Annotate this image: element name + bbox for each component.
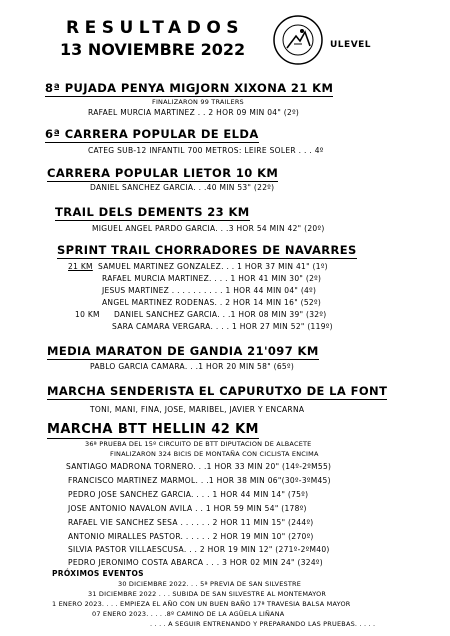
event-title: 8ª PUJADA PENYA MIGJORN XIXONA 21 KM (45, 81, 334, 95)
distance-label: 21 KM (68, 262, 93, 271)
result-line: MIGUEL ANGEL PARDO GARCIA. . .3 HOR 54 MIN 42" (20º) (92, 224, 325, 233)
result-line: CATEG SUB-12 INFANTIL 700 METROS: LEIRE SOLER . . . 4º (88, 146, 324, 155)
event-title: MARCHA SENDERISTA EL CAPURUTXO DE LA FONT (47, 384, 388, 398)
result-line: RAFAEL MURCIA MARTINEZ. . . . 1 HOR 41 MIN 30" (2º) (102, 274, 322, 283)
event-note: FINALIZARON 99 TRAILERS (152, 98, 244, 106)
result-line: ANGEL MARTINEZ RODENAS. . 2 HOR 14 MIN 16" (52º) (102, 298, 322, 307)
result-line: SARA CAMARA VERGARA. . . . 1 HOR 27 MIN 52" (119º) (112, 322, 333, 331)
result-line: SAMUEL MARTINEZ GONZALEZ. . . 1 HOR 37 MIN 41" (1º) (98, 262, 328, 271)
club-logo (272, 14, 324, 66)
upcoming-title: PRÓXIMOS EVENTOS (52, 569, 144, 578)
result-line: SANTIAGO MADRONA TORNERO. . .1 HOR 33 MIN 20" (14º-2ºM55) (66, 462, 332, 471)
result-line: ANTONIO MIRALLES PASTOR. . . . . . 2 HOR 19 MIN 10" (270º) (68, 532, 314, 541)
result-line: JESUS MARTINEZ . . . . . . . . . . 1 HOR 44 MIN 04" (4º) (102, 286, 317, 295)
result-line: FRANCISCO MARTINEZ MARMOL. . .1 HOR 38 MIN 06"(30º-3ºM45) (68, 476, 331, 485)
result-line: DANIEL SANCHEZ GARCIA. . .1 HOR 08 MIN 39" (32º) (114, 310, 327, 319)
event-title: MEDIA MARATON DE GANDIA 21'097 KM (47, 344, 319, 358)
result-line: PABLO GARCIA CAMARA. . .1 HOR 20 MIN 58" (65º) (90, 362, 295, 371)
event-title: SPRINT TRAIL CHORRADORES DE NAVARRES (57, 243, 357, 257)
upcoming-item: 1 ENERO 2023. . . . EMPIEZA EL AÑO CON UN BUEN BAÑO 17ª TRAVESIA BALSA MAYOR (52, 600, 351, 608)
upcoming-item: 07 ENERO 2023. . . . .8º CAMINO DE LA AGÜELA LIÑANA (92, 610, 285, 618)
upcoming-item: . . . . A SEGUIR ENTRENANDO Y PREPARANDO LAS PRUEBAS. . . . . (150, 620, 376, 628)
result-line: PEDRO JOSE SANCHEZ GARCIA. . . . 1 HOR 44 MIN 14" (75º) (68, 490, 309, 499)
brand-mark: ULEVEL (330, 40, 372, 50)
event-note: 36ª PRUEBA DEL 15º CIRCUITO DE BTT DIPUTACION DE ALBACETE (85, 440, 312, 448)
result-line: SILVIA PASTOR VILLAESCUSA. . . 2 HOR 19 MIN 12" (271º-2ºM40) (68, 545, 330, 554)
result-line: JOSE ANTONIO NAVALON AVILA . . 1 HOR 59 MIN 54" (178º) (68, 504, 307, 513)
result-line: DANIEL SANCHEZ GARCIA. . .40 MIN 53" (22º) (90, 183, 275, 192)
result-line: RAFAEL MURCIA MARTINEZ . . 2 HOR 09 MIN 04" (2º) (88, 108, 300, 117)
report-date: 13 NOVIEMBRE 2022 (60, 40, 246, 59)
result-line: PEDRO JERONIMO COSTA ABARCA . . . 3 HOR 02 MIN 24" (324º) (68, 558, 323, 567)
upcoming-item: 30 DICIEMBRE 2022. . . 5ª PREVIA DE SAN SILVESTRE (118, 580, 302, 588)
event-title: CARRERA POPULAR LIETOR 10 KM (47, 166, 279, 180)
distance-label: 10 KM (75, 310, 100, 319)
result-line: RAFAEL VIE SANCHEZ SESA . . . . . . 2 HOR 11 MIN 15" (244º) (68, 518, 314, 527)
event-title: 6ª CARRERA POPULAR DE ELDA (45, 127, 259, 141)
page-title: RESULTADOS (66, 18, 245, 38)
event-title: TRAIL DELS DEMENTS 23 KM (55, 205, 250, 219)
event-note: FINALIZARON 324 BICIS DE MONTAÑA CON CICLISTA ENCIMA (110, 450, 319, 458)
event-title: MARCHA BTT HELLIN 42 KM (47, 422, 259, 437)
result-line: TONI, MANI, FINA, JOSE, MARIBEL, JAVIER Y ENCARNA (90, 405, 305, 414)
upcoming-item: 31 DICIEMBRE 2022 . . . SUBIDA DE SAN SILVESTRE AL MONTEMAYOR (88, 590, 327, 598)
